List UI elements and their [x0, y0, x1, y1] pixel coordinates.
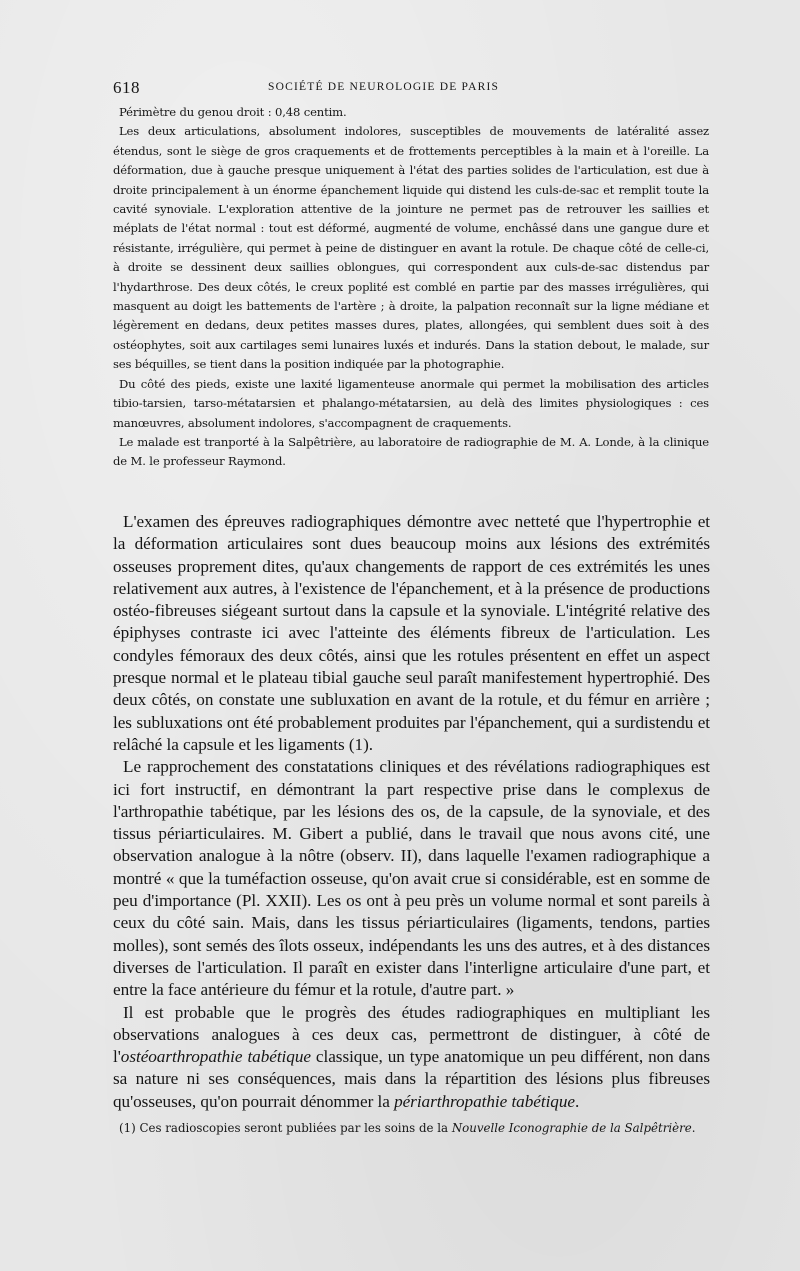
- paragraph-conclusion: [113, 1002, 710, 1113]
- paragraph-clinical-comparison: Le rapprochement des constatations cliniques et des révélations radiographiques est ici fort instructif, en démontrant la part respective prise dans le complexus de l'arthropathie tabétique, par les lésions des os, de la capsule, de la synoviale, et des tissus périarticulaires. M. Gibert a publié, dans le travail que nous avons cité, une observation analogue à la nôtre (observ. II), dans laquelle l'examen radiographique a montré « que la tuméfaction osseuse, qu'on avait crue si considérable, est en somme de peu d'importance (Pl. XXII). Les os ont à peu près un volume normal et sont pareils à ceux du côté sain. Mais, dans les tissus périarticulaires (ligaments, tendons, parties molles), sont semés des îlots osseux, indépendants les uns des autres, et à des distances diverses de l'articulation. Il paraît en exister dans l'interligne articulaire d'une part, et entre la face antérieure du fémur et la rotule, d'autre part. »: [113, 757, 710, 1000]
- main-text: [113, 511, 710, 1113]
- conclusion-text-1: Il est probable que le progrès des études radiographiques en multipliant les observations analogues à ces deux cas, permettront de distinguer, à côté de l': [113, 1002, 710, 1067]
- paragraph-articulations: Les deux articulations, absolument indolores, susceptibles de mouvements de latéralité assez étendus, sont le siège de gros craquements et de frottements perceptibles à la main et à l'oreille. La déformation, due à gauche presque uniquement à l'état des parties solides de l'articulation, est due à droite principalement à un énorme épanchement liquide qui distend les culs-de-sac et remplit toute la cavité synoviale. L'exploration attentive de la jointure ne permet pas de retrouver les saillies et méplats de l'état normal : tout est déformé, augmenté de volume, enchâssé dans une gangue dure et résistante, irrégulière, qui permet à peine de distinguer en avant la rotule. De chaque côté de celle-ci, à droite se dessinent deux saillies oblongues, qui correspondent aux culs-de-sac distendus par l'hydarthrose. Des deux côtés, le creux poplité est comblé en partie par des masses irrégulières, qui masquent au doigt les battements de l'artère ; à droite, la palpation reconnaît sur la ligne médiane et légèrement en dedans, deux petites masses dures, plates, allongées, qui semblent dues soit à des ostéophytes, soit aux cartilages semi lunaires luxés et indurés. Dans la station debout, le malade, sur ses béquilles, se tient dans la position indiquée par la photographie.: [113, 124, 709, 372]
- footnote-end: .: [691, 1121, 696, 1135]
- conclusion-italic-2: périarthropathie tabétique: [394, 1091, 575, 1111]
- footnote-lead: (1) Ces radioscopies seront publiées par les soins de la: [119, 1121, 452, 1135]
- running-head: SOCIÉTÉ DE NEUROLOGIE DE PARIS: [268, 81, 500, 93]
- conclusion-text-2: classique, un type anatomique un peu différent, non dans sa nature ni ses conséquences, mais dans la répartition des lésions plus fibreuses qu'osseuses, qu'on pourrait dénommer la: [113, 1047, 710, 1111]
- conclusion-italic-1: ostéoarthropathie tabétique: [120, 1047, 311, 1067]
- conclusion-text-3: .: [574, 1091, 580, 1111]
- observation-notes: [113, 103, 709, 472]
- paragraph-transport: Le malade est tranporté à la Salpêtrière, au laboratoire de radiographie de M. A. Londe, à la clinique de M. le professeur Raymond.: [113, 434, 709, 469]
- footnote: [113, 1118, 709, 1138]
- knee-measurement: Périmètre du genou droit : 0,48 centim.: [119, 105, 347, 119]
- paragraph-feet: Du côté des pieds, existe une laxité ligamenteuse anormale qui permet la mobilisation des articles tibio-tarsien, tarso-métatarsien et phalango-métatarsien, au delà des limites physiologiques : ces manœuvres, absolument indolores, s'accompagnent de craquements.: [113, 376, 709, 430]
- footnote-text: [113, 1118, 709, 1138]
- footnote-journal-title: Nouvelle Iconographie de la Salpêtrière: [451, 1121, 692, 1135]
- page-number: 618: [113, 78, 140, 97]
- page-header: [113, 78, 705, 98]
- paragraph-radiographic-exam: L'examen des épreuves radiographiques démontre avec netteté que l'hypertrophie et la déformation articulaires sont dues beaucoup moins aux lésions des extrémités osseuses proprement dites, qu'aux changements de rapport de ces extrémités les unes relativement aux autres, à l'existence de l'épanchement, et à la présence de productions ostéo-fibreuses siégeant surtout dans la capsule et la synoviale. L'intégrité relative des épiphyses contraste ici avec l'atteinte des éléments fibreux de l'articulation. Les condyles fémoraux des deux côtés, ainsi que les rotules présentent en effet un aspect presque normal et le plateau tibial gauche seul paraît manifestement hypertrophié. Des deux côtés, on constate une subluxation en avant de la rotule, et du fémur en arrière ; les subluxations ont été probablement produites par l'épanchement, qui a surdistendu et relâché la capsule et les ligaments (1).: [113, 512, 710, 754]
